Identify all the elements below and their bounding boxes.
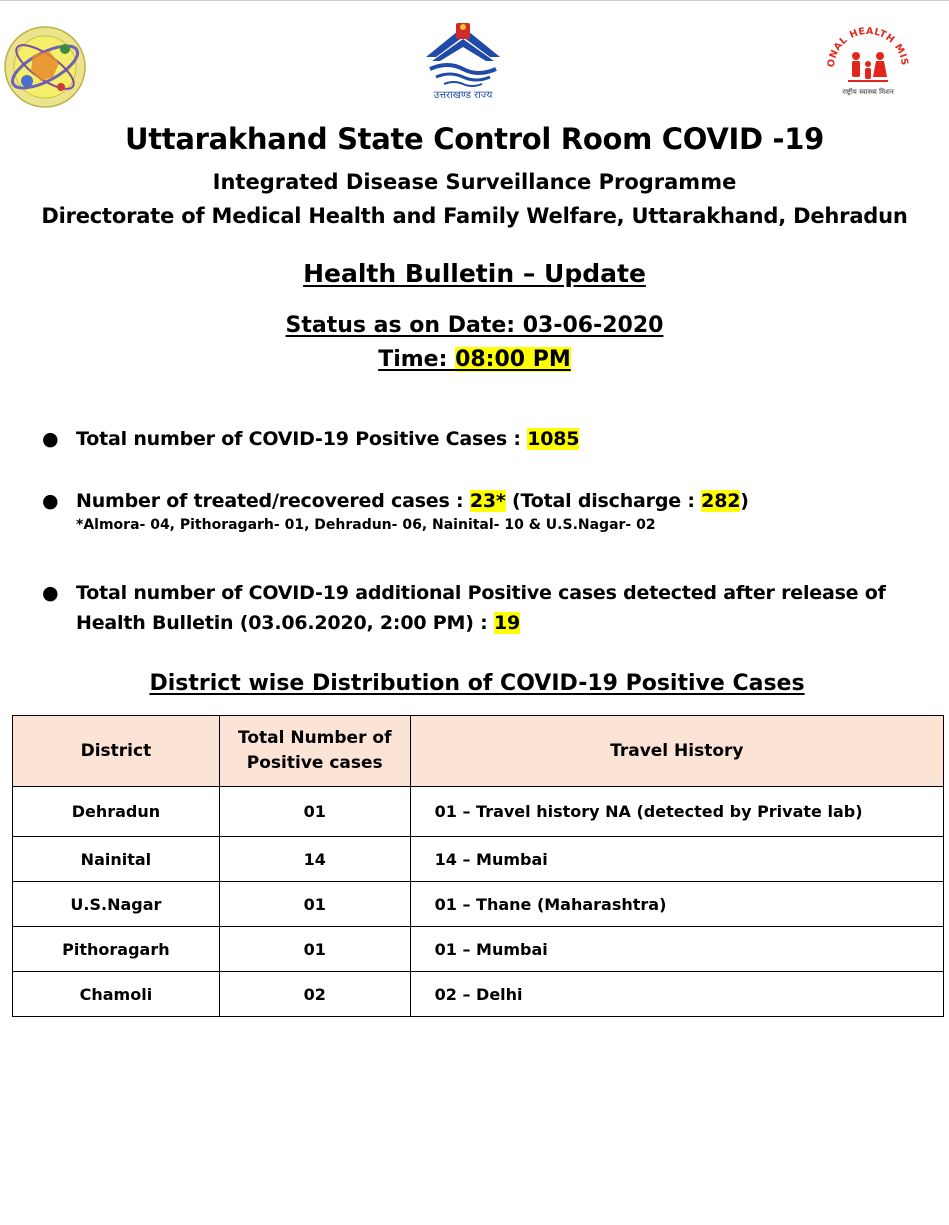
discharge-suffix: ) [740, 490, 749, 512]
status-time [0, 347, 949, 372]
cell-travel: 01 – Mumbai [410, 927, 943, 972]
recovered-label: Number of treated/recovered cases : [76, 490, 470, 512]
discharge-prefix: (Total discharge : [505, 490, 702, 512]
page-title: Uttarakhand State Control Room COVID -19 [124, 122, 825, 156]
cell-total: 02 [219, 972, 410, 1017]
table-header-row [13, 716, 944, 787]
cell-total: 01 [219, 787, 410, 837]
cell-district: Chamoli [13, 972, 220, 1017]
recovered-value: 23* [469, 490, 506, 512]
svg-text:NATIONAL HEALTH MISSION [818, 20, 910, 68]
table-row [13, 837, 944, 882]
cell-district: U.S.Nagar [13, 882, 220, 927]
emblem-caption: उत्तराखण्ड राज्य [433, 90, 493, 101]
total-positive-value: 1085 [527, 428, 580, 450]
recovered-breakdown-note: *Almora- 04, Pithoragarh- 01, Dehradun- 06, Nainital- 10 & U.S.Nagar- 02 [76, 517, 656, 533]
additional-label: Total number of COVID-19 additional Positive cases detected after release of Health Bulletin (03.06.2020, 2:00 PM) : [76, 582, 886, 634]
cell-total: 01 [219, 927, 410, 972]
programme-subtitle: Integrated Disease Surveillance Programme [212, 170, 737, 194]
table-row [13, 882, 944, 927]
status-date-text: Status as on Date: 03-06-2020 [285, 313, 664, 338]
district-table-title [0, 671, 949, 696]
table-row [13, 787, 944, 837]
bullet-additional-positive [42, 578, 938, 638]
total-positive-label: Total number of COVID-19 Positive Cases : [76, 428, 528, 450]
nhm-ring-text: ONAL HEALTH MIS [825, 25, 910, 68]
status-time-value: 08:00 PM [455, 347, 571, 372]
header-total-line1: Total Number of [237, 728, 392, 748]
cell-total: 14 [219, 837, 410, 882]
header-total-line2: Positive cases [246, 753, 383, 773]
cell-district: Pithoragarh [13, 927, 220, 972]
cell-district: Nainital [13, 837, 220, 882]
bullet-dot: ● [42, 582, 59, 604]
header-travel-history: Travel History [410, 716, 943, 787]
status-date [0, 313, 949, 338]
bullet-total-positive [42, 424, 580, 454]
page-top-border [0, 0, 949, 1]
cell-travel: 02 – Delhi [410, 972, 943, 1017]
cell-travel: 14 – Mumbai [410, 837, 943, 882]
directorate-subtitle: Directorate of Medical Health and Family Welfare, Uttarakhand, Dehradun [41, 204, 908, 228]
status-time-label: Time: [378, 347, 456, 372]
district-table-title-text: District wise Distribution of COVID-19 Positive Cases [149, 671, 805, 696]
header-total-positive [219, 716, 410, 787]
bullet-dot: ● [42, 428, 59, 450]
bulletin-heading-text: Health Bulletin – Update [303, 259, 646, 288]
bullet-dot: ● [42, 490, 59, 512]
cell-total: 01 [219, 882, 410, 927]
cell-travel: 01 – Travel history NA (detected by Private lab) [410, 787, 943, 837]
uttarakhand-state-emblem [418, 17, 508, 101]
idsp-logo [3, 25, 87, 109]
header-district: District [13, 716, 220, 787]
cell-travel: 01 – Thane (Maharashtra) [410, 882, 943, 927]
discharge-value: 282 [701, 490, 741, 512]
table-row [13, 927, 944, 972]
family-icon [848, 52, 888, 82]
additional-value: 19 [493, 612, 520, 634]
bullet-recovered [42, 486, 749, 516]
national-health-mission-logo [818, 20, 918, 108]
bulletin-heading [0, 259, 949, 288]
table-row [13, 972, 944, 1017]
cell-district: Dehradun [13, 787, 220, 837]
nhm-bottom-text: राष्ट्रीय स्वास्थ्य मिशन [842, 88, 894, 96]
district-distribution-table [12, 715, 944, 1017]
